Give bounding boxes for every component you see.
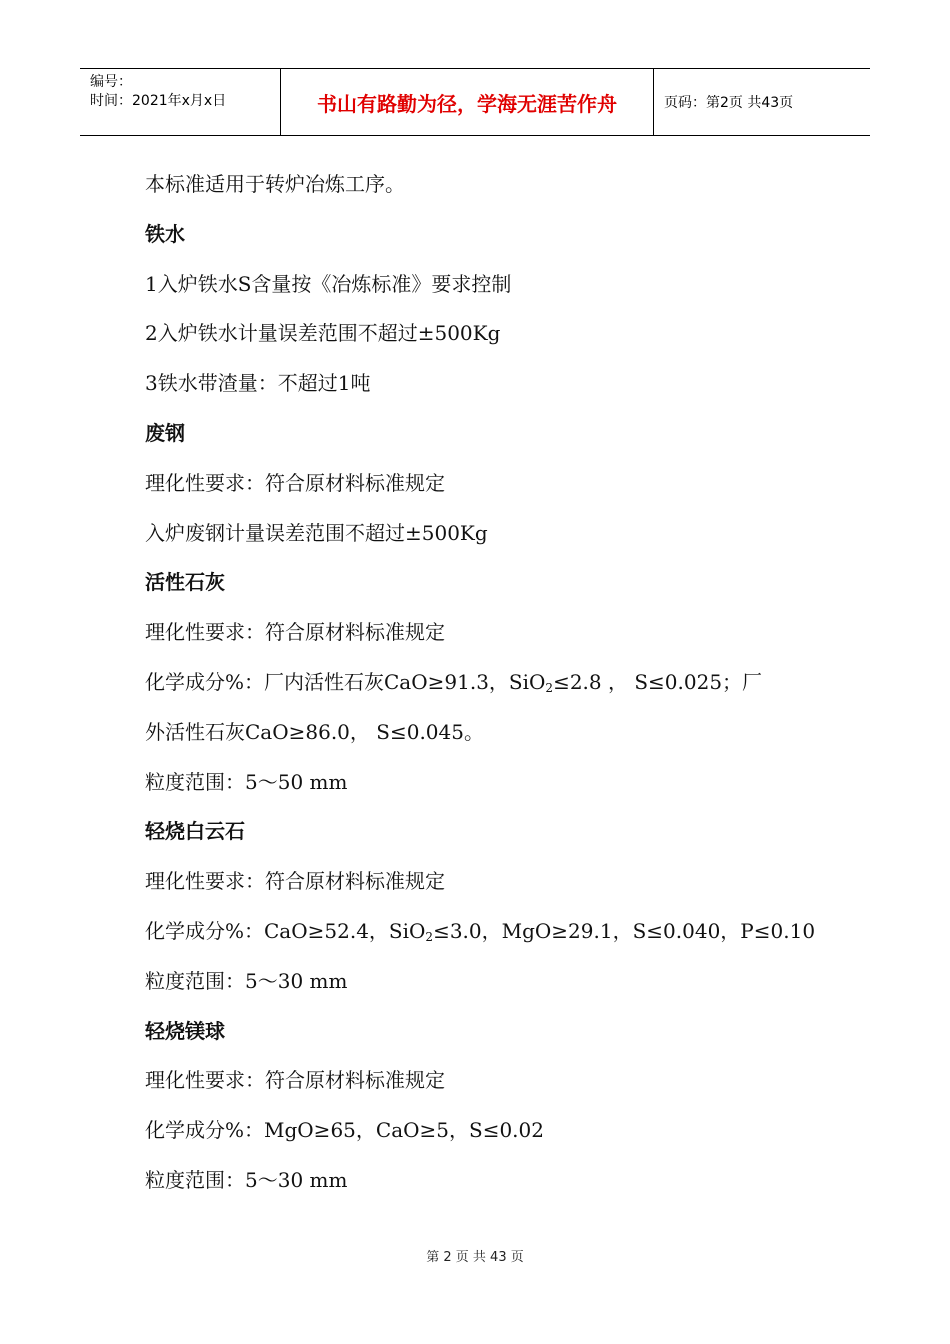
header-page-info: 页码：第2页 共43页 [664,95,794,111]
page-header [80,68,870,136]
section-heading-magball: 轻烧镁球 [145,1018,225,1043]
subscript: 2 [425,929,434,944]
section-heading-dolomite: 轻烧白云石 [145,819,245,844]
subscript: 2 [545,680,554,695]
dolomite-size: 粒度范围：5～30 mm [145,968,348,993]
iron-item: 1入炉铁水S含量按《冶炼标准》要求控制 [145,271,512,296]
lime-requirement: 理化性要求：符合原材料标准规定 [145,620,445,645]
intro-paragraph: 本标准适用于转炉冶炼工序。 [145,172,405,196]
iron-item: 2入炉铁水计量误差范围不超过±500Kg [145,321,501,346]
section-heading-scrap: 废钢 [145,420,185,445]
dolomite-requirement: 理化性要求：符合原材料标准规定 [145,869,445,894]
section-heading-lime: 活性石灰 [145,570,225,595]
magball-chemistry: 化学成分%：MgO≥65，CaO≥5，S≤0.02 [145,1118,544,1143]
magball-size: 粒度范围：5～30 mm [145,1167,348,1192]
lime-size: 粒度范围：5～50 mm [145,769,348,794]
dolomite-chemistry [145,907,825,957]
lime-chemistry-part: 化学成分%：厂内活性石灰CaO≥91.3，SiO [145,669,546,694]
dolomite-chemistry-part: 化学成分%：CaO≥52.4，SiO [145,918,426,943]
header-meta [80,69,281,135]
lime-chemistry-part: ≤2.8 ， S≤0.025；厂 [553,669,763,694]
lime-chemistry-continued: 外活性石灰CaO≥86.0， S≤0.045。 [145,719,484,744]
page-footer: 第 2 页 共 43 页 [426,1250,524,1265]
document-time-label: 时间：2021年x月x日 [90,93,227,109]
lime-chemistry [145,658,825,708]
scrap-item: 入炉废钢计量误差范围不超过±500Kg [145,520,488,545]
scrap-item: 理化性要求：符合原材料标准规定 [145,470,445,495]
iron-item: 3铁水带渣量：不超过1吨 [145,371,371,396]
document-body [145,160,825,1206]
document-number-label: 编号： [90,74,132,90]
magball-requirement: 理化性要求：符合原材料标准规定 [145,1068,445,1093]
section-heading-iron: 铁水 [145,221,185,246]
dolomite-chemistry-part: ≤3.0，MgO≥29.1，S≤0.040，P≤0.10 [433,918,816,943]
header-motto: 书山有路勤为径，学海无涯苦作舟 [281,69,654,135]
